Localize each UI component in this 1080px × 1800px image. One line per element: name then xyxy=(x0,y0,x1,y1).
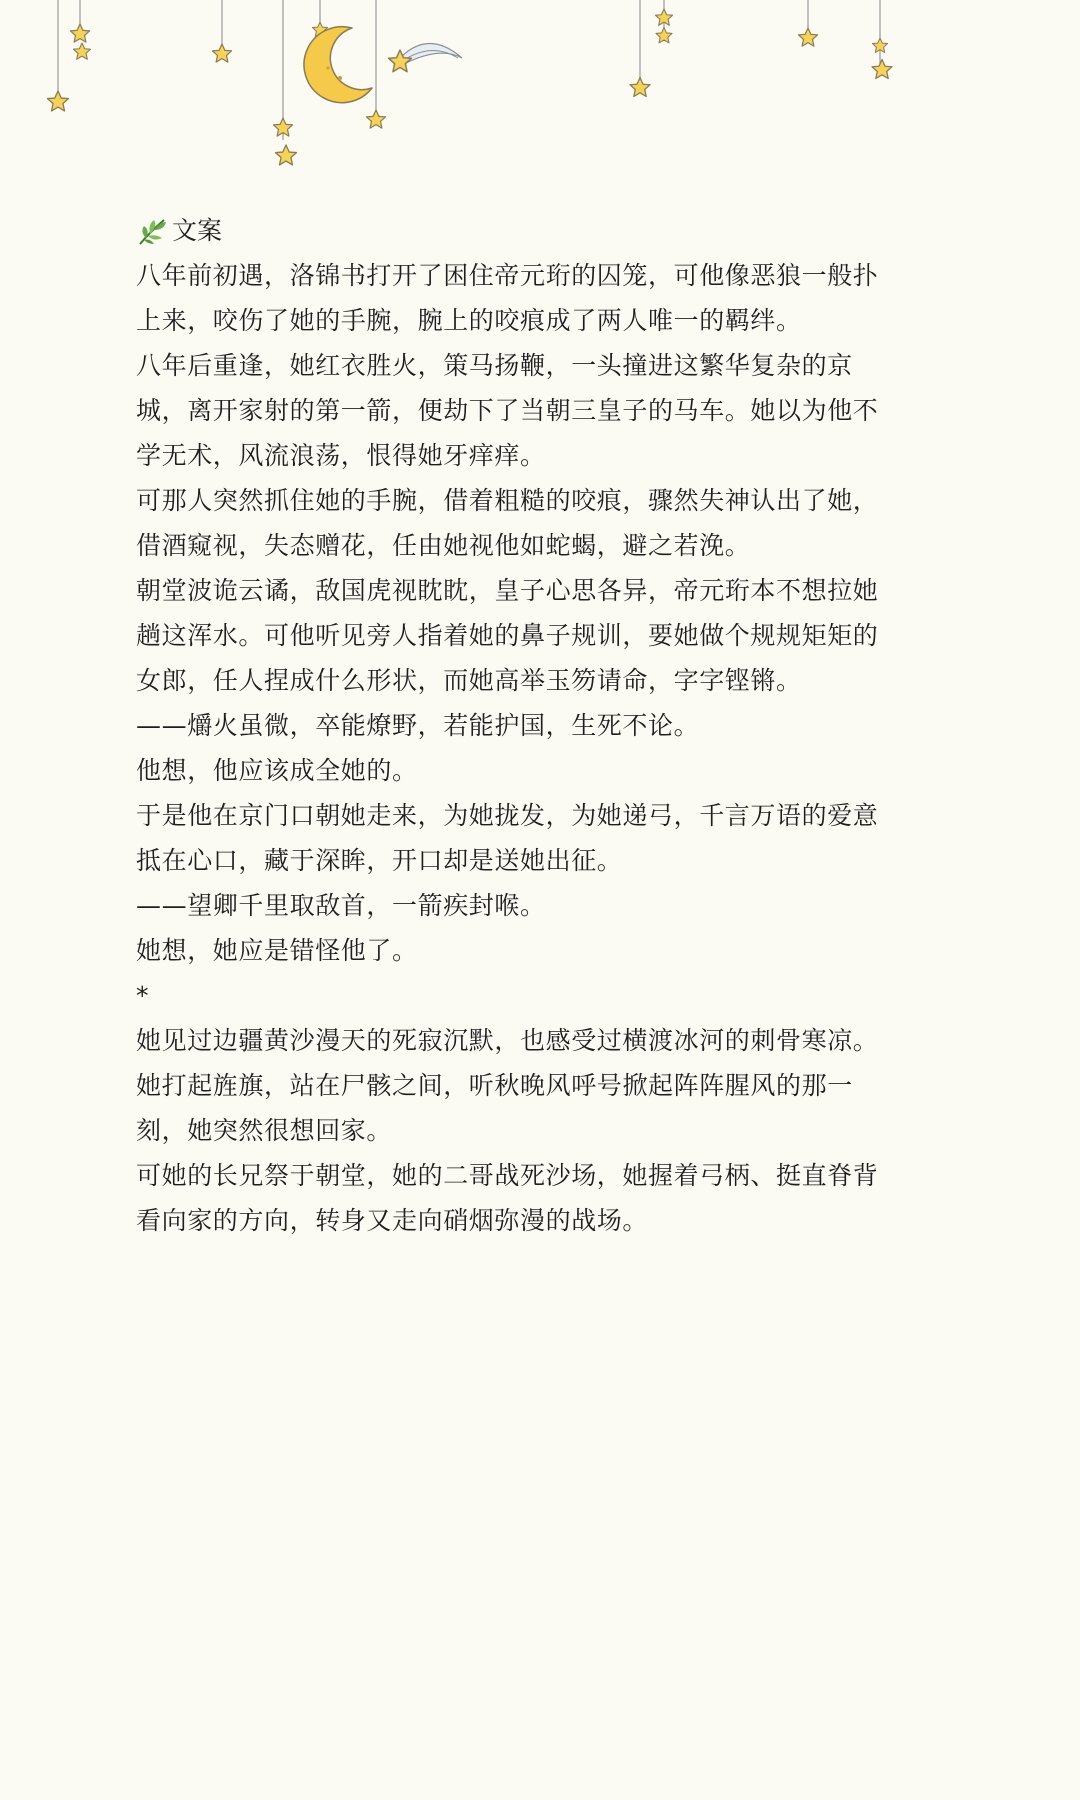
text-line: 她见过边疆黄沙漫天的死寂沉默，也感受过横渡冰河的刺骨寒凉。 xyxy=(136,1026,879,1055)
star-icon xyxy=(73,43,90,59)
heading-label: 文案 xyxy=(172,216,223,245)
star-icon xyxy=(213,44,232,62)
text-line: 可那人突然抓住她的手腕，借着粗糙的咬痕，骤然失神认出了她， xyxy=(136,486,879,515)
shooting-star-icon xyxy=(389,43,462,71)
text-line: 借酒窥视，失态赠花，任由她视他如蛇蝎，避之若浼。 xyxy=(136,531,751,560)
text-line: 她打起旌旗，站在尸骸之间，听秋晚风呼号掀起阵阵腥风的那一 xyxy=(136,1071,853,1100)
text-line: 学无术，风流浪荡，恨得她牙痒痒。 xyxy=(136,441,546,470)
text-line: 可她的长兄祭于朝堂，她的二哥战死沙场，她握着弓柄、挺直脊背 xyxy=(136,1161,879,1190)
text-line: ——爝火虽微，卒能燎野，若能护国，生死不论。 xyxy=(136,711,700,740)
text-line: 朝堂波诡云谲，敌国虎视眈眈，皇子心思各异，帝元珩本不想拉她 xyxy=(136,576,879,605)
text-line: 于是他在京门口朝她走来，为她拢发，为她递弓，千言万语的爱意 xyxy=(136,801,879,830)
hanging-stars-decoration xyxy=(0,0,1080,180)
moon-icon xyxy=(304,27,372,103)
text-line: 她想，她应是错怪他了。 xyxy=(136,936,418,965)
star-icon xyxy=(71,24,90,42)
star-icon xyxy=(799,28,818,46)
text-line: 城，离开家射的第一箭，便劫下了当朝三皇子的马车。她以为他不 xyxy=(136,396,879,425)
text-line: 上来，咬伤了她的手腕，腕上的咬痕成了两人唯一的羁绊。 xyxy=(136,306,802,335)
synopsis-text xyxy=(136,253,956,1243)
leaf-icon xyxy=(136,214,170,248)
text-line: ——望卿千里取敌首，一箭疾封喉。 xyxy=(136,891,546,920)
star-icon xyxy=(367,110,386,128)
text-line: 趟这浑水。可他听见旁人指着她的鼻子规训，要她做个规规矩矩的 xyxy=(136,621,879,650)
text-line: 八年前初遇，洛锦书打开了困住帝元珩的囚笼，可他像恶狼一般扑 xyxy=(136,261,879,290)
text-line: 刻，她突然很想回家。 xyxy=(136,1116,393,1145)
text-line: 抵在心口，藏于深眸，开口却是送她出征。 xyxy=(136,846,623,875)
text-line: 看向家的方向，转身又走向硝烟弥漫的战场。 xyxy=(136,1206,649,1235)
star-icon xyxy=(630,78,650,97)
star-icon xyxy=(48,91,69,111)
text-line: 八年后重逢，她红衣胜火，策马扬鞭，一头撞进这繁华复杂的京 xyxy=(136,351,853,380)
text-line: * xyxy=(136,981,150,1010)
section-heading xyxy=(136,208,956,253)
star-icon xyxy=(276,145,297,165)
star-icon xyxy=(872,60,892,79)
text-line: 他想，他应该成全她的。 xyxy=(136,756,418,785)
star-icon xyxy=(656,28,672,43)
text-line: 女郎，任人捏成什么形状，而她高举玉笏请命，字字铿锵。 xyxy=(136,666,802,695)
document-body xyxy=(136,208,956,1243)
